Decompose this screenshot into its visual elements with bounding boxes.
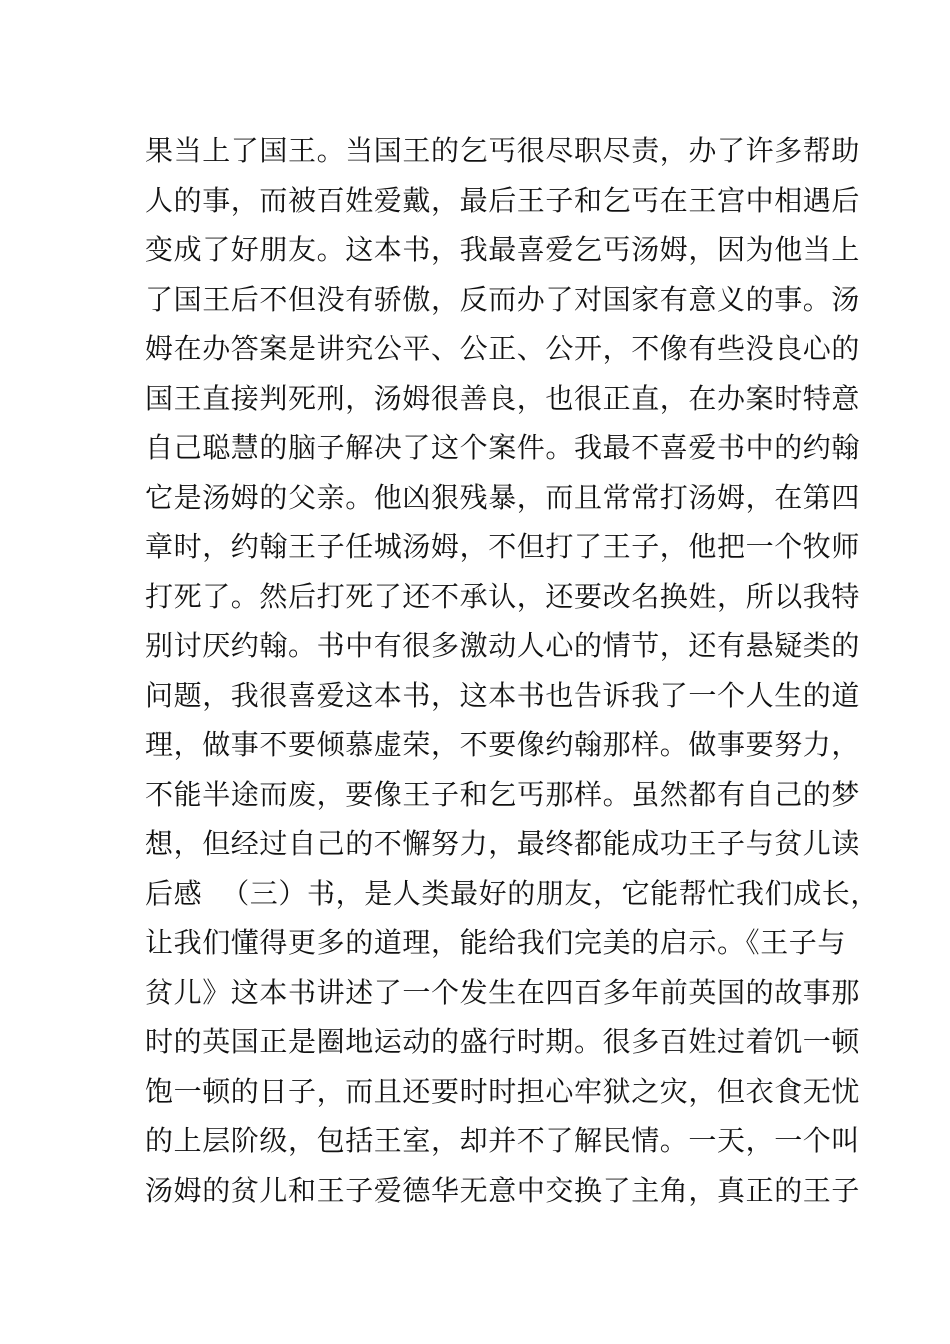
body-text xyxy=(145,126,880,1215)
text-line-17: 让我们懂得更多的道理，能给我们完美的启示。《王子与 xyxy=(145,926,847,959)
text-line-16: 后感 （三）书，是人类最好的朋友，它能帮忙我们成长， xyxy=(145,876,880,910)
text-line-4: 了国王后不但没有骄傲，反而办了对国家有意义的事。汤 xyxy=(145,282,861,316)
text-line-1: 果当上了国王。当国王的乞丐很尽职尽责，办了许多帮助 xyxy=(145,134,861,167)
text-line-5: 姆在办答案是讲究公平、公正、公开，不像有些没良心的 xyxy=(145,332,861,365)
text-line-10: 打死了。然后打死了还不承认，还要改名换姓，所以我特 xyxy=(145,579,861,613)
text-line-14: 不能半途而废，要像王子和乞丐那样。虽然都有自己的梦 xyxy=(145,777,861,811)
text-line-22: 汤姆的贫儿和王子爱德华无意中交换了主角，真正的王子 xyxy=(145,1173,861,1207)
text-line-21: 的上层阶级，包括王室，却并不了解民情。一天，一个叫 xyxy=(145,1124,861,1157)
text-line-3: 变成了好朋友。这本书，我最喜爱乞丐汤姆，因为他当上 xyxy=(145,233,861,266)
text-line-9: 章时，约翰王子任城汤姆，不但打了王子，他把一个牧师 xyxy=(145,530,861,563)
text-line-2: 人的事，而被百姓爱戴，最后王子和乞丐在王宫中相遇后 xyxy=(145,183,861,217)
text-line-11: 别讨厌约翰。书中有很多激动人心的情节，还有悬疑类的 xyxy=(145,629,861,662)
text-line-19: 时的英国正是圈地运动的盛行时期。很多百姓过着饥一顿 xyxy=(145,1025,861,1058)
text-line-18: 贫儿》这本书讲述了一个发生在四百多年前英国的故事那 xyxy=(145,975,861,1009)
text-line-8: 它是汤姆的父亲。他凶狠残暴，而且常常打汤姆，在第四 xyxy=(145,480,861,514)
text-line-7: 自己聪慧的脑子解决了这个案件。我最不喜爱书中的约翰 xyxy=(145,431,861,464)
text-line-6: 国王直接判死刑，汤姆很善良，也很正直，在办案时特意 xyxy=(145,381,861,415)
text-line-20: 饱一顿的日子，而且还要时时担心牢狱之灾，但衣食无忧 xyxy=(145,1074,861,1108)
text-line-15: 想，但经过自己的不懈努力，最终都能成功王子与贫儿读 xyxy=(145,827,861,860)
text-line-12: 问题，我很喜爱这本书，这本书也告诉我了一个人生的道 xyxy=(145,678,861,712)
text-line-13: 理，做事不要倾慕虚荣，不要像约翰那样。做事要努力， xyxy=(145,728,861,761)
